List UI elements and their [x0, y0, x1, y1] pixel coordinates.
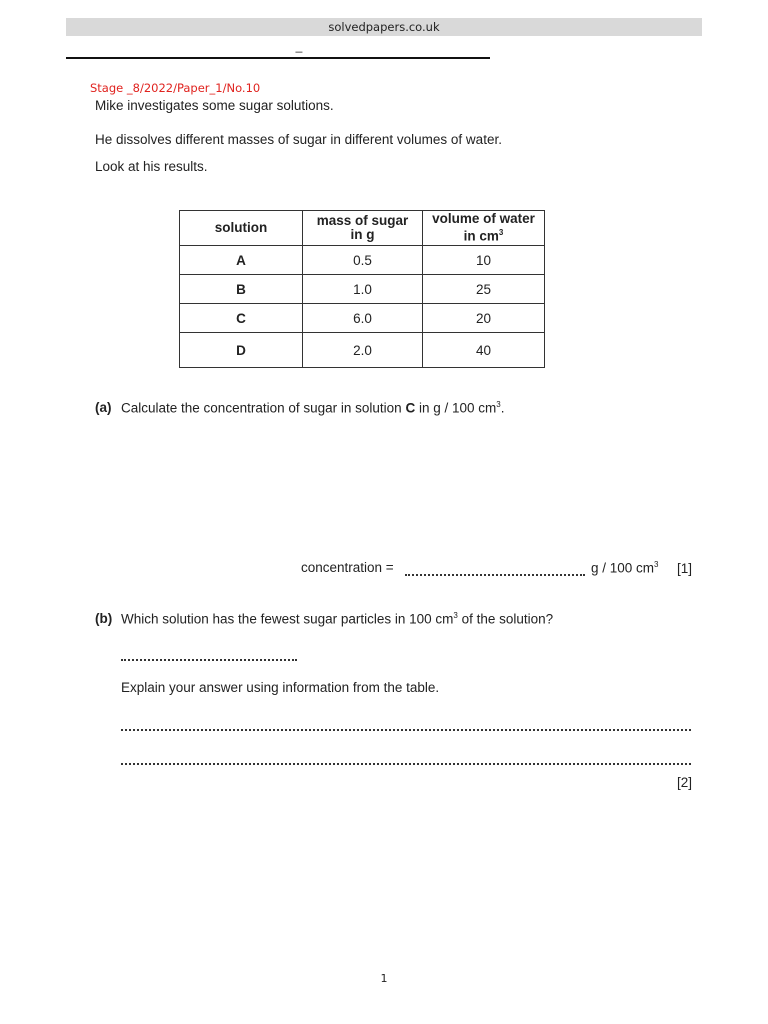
- part-b-label: (b): [95, 611, 113, 626]
- header-mass: [303, 211, 423, 246]
- header-bar: [66, 18, 702, 36]
- part-b-marks: [2]: [676, 775, 692, 790]
- header-volume-line1: volume of water: [432, 211, 535, 227]
- table-row: [180, 275, 545, 304]
- table-row: [180, 304, 545, 333]
- part-a-text-after: in g / 100 cm: [415, 400, 497, 416]
- cell-solution: A: [180, 246, 303, 275]
- intro-line-3: Look at his results.: [95, 159, 208, 174]
- header-solution: solution: [180, 211, 303, 246]
- part-b-text-after: of the solution?: [457, 611, 554, 627]
- cell-solution: D: [180, 333, 303, 368]
- concentration-unit: [591, 560, 658, 576]
- part-b-explain: Explain your answer using information from the table.: [121, 680, 440, 695]
- concentration-label: concentration =: [301, 560, 394, 575]
- cell-volume: 10: [423, 246, 545, 275]
- cell-solution: C: [180, 304, 303, 333]
- table-row: [180, 246, 545, 275]
- concentration-unit-sup: 3: [654, 560, 659, 569]
- intro-line-1: Mike investigates some sugar solutions.: [95, 98, 334, 113]
- part-a-label: (a): [95, 400, 112, 415]
- concentration-answer-line[interactable]: [405, 574, 585, 576]
- cell-volume: 20: [423, 304, 545, 333]
- part-a-sup: 3: [496, 400, 501, 409]
- part-b-question: [121, 611, 553, 627]
- solution-answer-line[interactable]: [121, 659, 297, 661]
- part-a-marks: [1]: [676, 561, 692, 576]
- table-header-row: [180, 211, 545, 246]
- part-b-sup: 3: [453, 611, 458, 620]
- cell-mass: 0.5: [303, 246, 423, 275]
- header-volume: [423, 211, 545, 246]
- part-a-question: [121, 400, 504, 416]
- cell-volume: 40: [423, 333, 545, 368]
- page-number: 1: [380, 972, 388, 985]
- part-a-end: .: [500, 400, 505, 416]
- site-name: solvedpapers.co.uk: [328, 20, 440, 34]
- part-b-text-before: Which solution has the fewest sugar particles in 100 cm: [121, 611, 454, 627]
- intro-line-2: He dissolves different masses of sugar in different volumes of water.: [95, 132, 502, 147]
- part-a-text-before: Calculate the concentration of sugar in solution: [121, 400, 406, 416]
- header-dash: _: [295, 39, 303, 53]
- header-rule: [66, 57, 490, 59]
- table-row: [180, 333, 545, 368]
- explain-answer-line-2[interactable]: [121, 763, 691, 765]
- cell-mass: 1.0: [303, 275, 423, 304]
- results-table: [179, 210, 545, 368]
- header-volume-sup: 3: [498, 228, 504, 238]
- cell-mass: 6.0: [303, 304, 423, 333]
- cell-mass: 2.0: [303, 333, 423, 368]
- part-a-bold-word: C: [405, 400, 416, 416]
- header-mass-line2: in g: [350, 227, 375, 242]
- header-volume-line2: in cm: [463, 228, 499, 244]
- explain-answer-line-1[interactable]: [121, 729, 691, 731]
- cell-solution: B: [180, 275, 303, 304]
- concentration-unit-text: g / 100 cm: [591, 560, 655, 576]
- header-mass-line1: mass of sugar: [316, 213, 409, 228]
- question-reference: Stage _8/2022/Paper_1/No.10: [90, 81, 261, 95]
- cell-volume: 25: [423, 275, 545, 304]
